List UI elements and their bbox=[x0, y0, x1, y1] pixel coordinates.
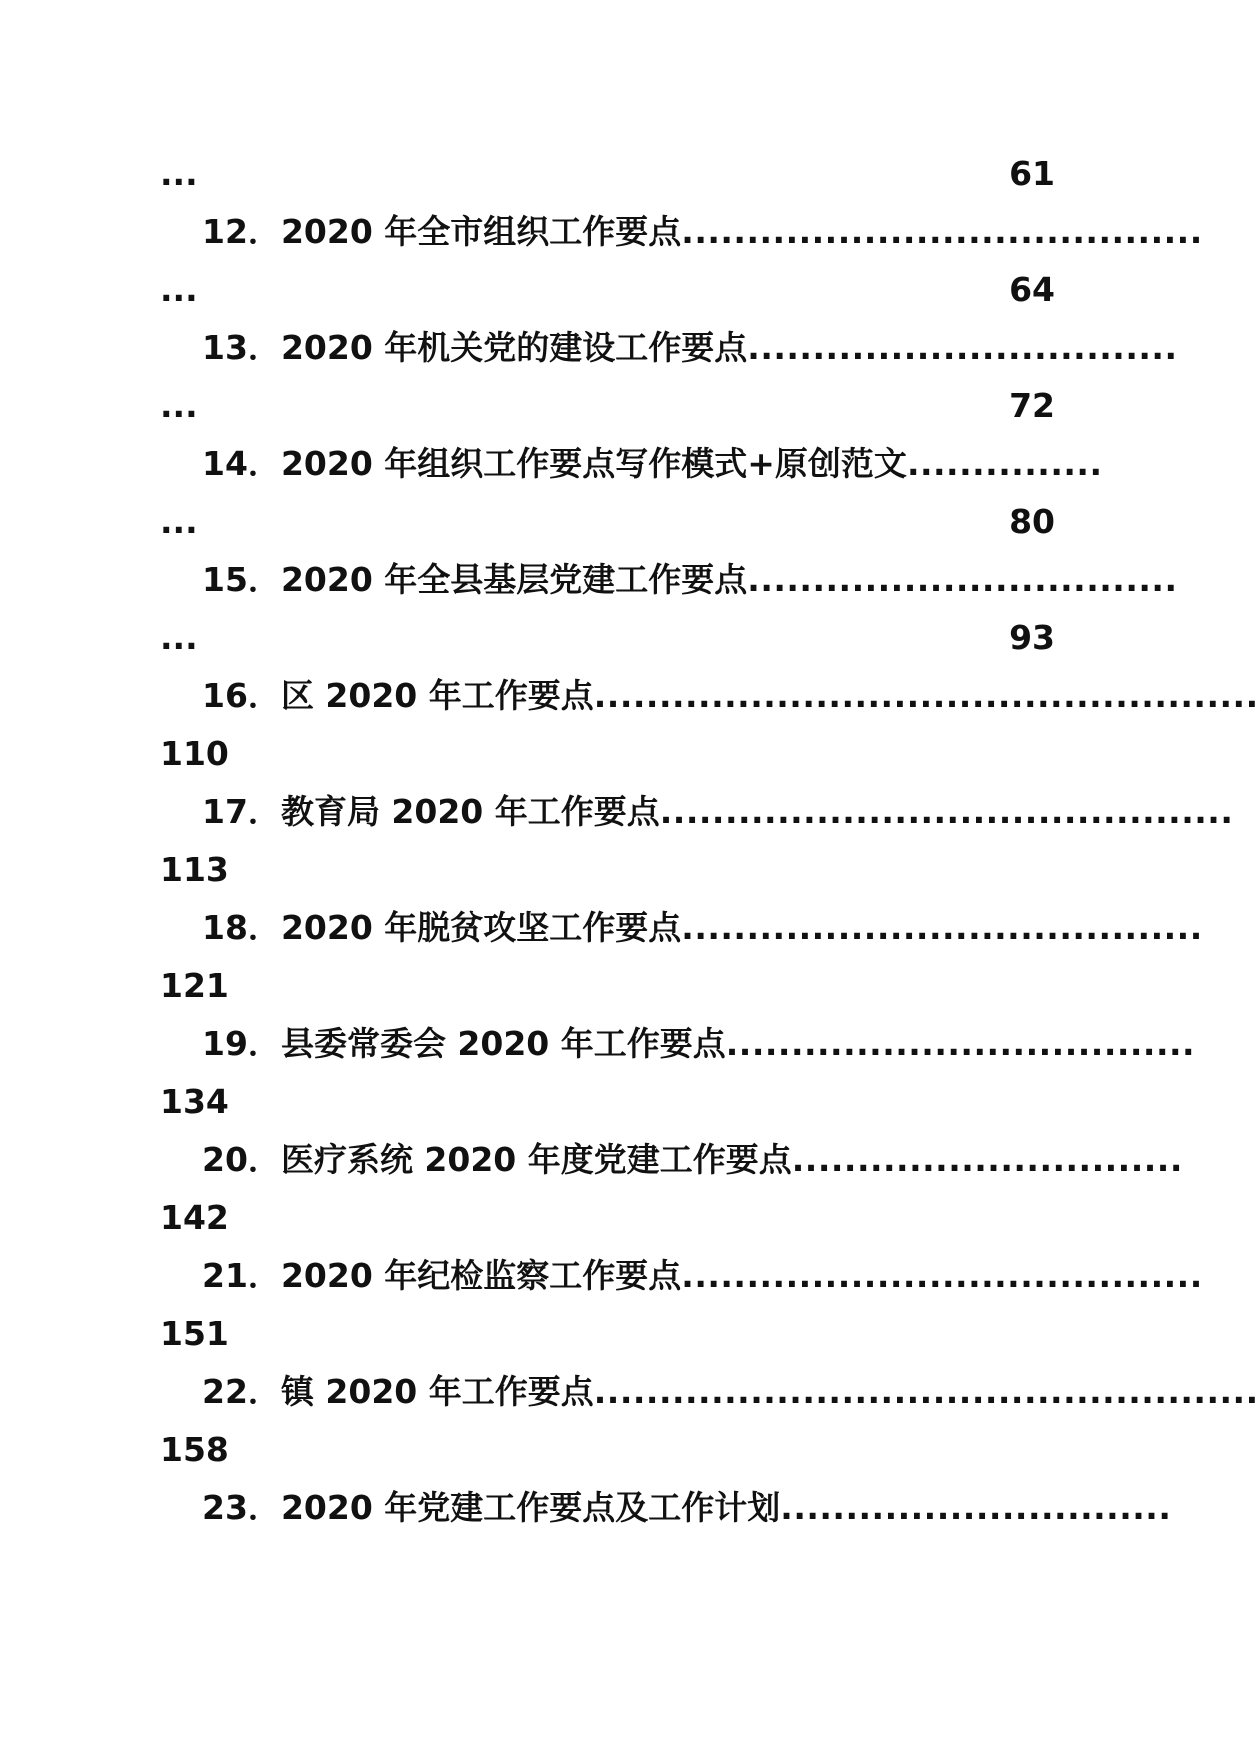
toc-entry-19-page-line bbox=[160, 1073, 1055, 1131]
toc-entry-21-page-line bbox=[160, 1305, 1055, 1363]
toc-entry-13[interactable] bbox=[160, 319, 1178, 377]
table-of-contents bbox=[160, 145, 1259, 1537]
toc-leader: ................................. bbox=[747, 328, 1178, 367]
toc-page-number: 121 bbox=[160, 966, 229, 1005]
toc-entry-title: 2020 年组织工作要点写作模式+原创范文 bbox=[280, 444, 907, 483]
toc-entry-18[interactable] bbox=[160, 899, 1203, 957]
toc-entry-21[interactable] bbox=[160, 1247, 1203, 1305]
toc-leader: .............................. bbox=[780, 1488, 1172, 1527]
toc-entry-18-page-line bbox=[160, 957, 1055, 1015]
toc-entry-13-page-line bbox=[160, 377, 1055, 435]
toc-entry-number: 22． bbox=[202, 1372, 281, 1411]
toc-leader: .................................... bbox=[725, 1024, 1196, 1063]
toc-leader: ................................................... bbox=[593, 1372, 1259, 1411]
toc-entry-16[interactable] bbox=[160, 667, 1259, 725]
toc-page-number: 113 bbox=[160, 850, 229, 889]
toc-leader: ........................................ bbox=[681, 908, 1203, 947]
toc-leader: ... bbox=[160, 618, 198, 657]
toc-entry-16-page-line bbox=[160, 725, 1055, 783]
toc-entry-number: 20． bbox=[202, 1140, 281, 1179]
toc-page-number: 64 bbox=[1009, 270, 1055, 309]
toc-entry-number: 23． bbox=[202, 1488, 281, 1527]
toc-entry-20[interactable] bbox=[160, 1131, 1183, 1189]
toc-leader: ........................................ bbox=[681, 212, 1203, 251]
toc-entry-title: 2020 年全市组织工作要点 bbox=[280, 212, 682, 251]
toc-entry-title: 区 2020 年工作要点 bbox=[280, 676, 594, 715]
toc-entry-15-page-line bbox=[160, 609, 1055, 667]
toc-page-number: 80 bbox=[1009, 502, 1055, 541]
toc-entry-number: 15． bbox=[202, 560, 281, 599]
toc-entry-title: 教育局 2020 年工作要点 bbox=[280, 792, 660, 831]
toc-entry-number: 16． bbox=[202, 676, 281, 715]
toc-entry-title: 县委常委会 2020 年工作要点 bbox=[280, 1024, 726, 1063]
toc-entry-number: 17． bbox=[202, 792, 281, 831]
toc-leader: ............... bbox=[906, 444, 1103, 483]
toc-entry-22-page-line bbox=[160, 1421, 1055, 1479]
toc-page-number: 158 bbox=[160, 1430, 229, 1469]
toc-entry-23[interactable] bbox=[160, 1479, 1172, 1537]
toc-entry-12[interactable] bbox=[160, 203, 1203, 261]
toc-entry-number: 18． bbox=[202, 908, 281, 947]
toc-leader: ... bbox=[160, 154, 198, 193]
toc-entry-19[interactable] bbox=[160, 1015, 1196, 1073]
toc-page-number: 72 bbox=[1009, 386, 1055, 425]
toc-entry-15[interactable] bbox=[160, 551, 1178, 609]
toc-entry-title: 镇 2020 年工作要点 bbox=[280, 1372, 594, 1411]
toc-continuation-line bbox=[160, 145, 1055, 203]
toc-entry-number: 14． bbox=[202, 444, 281, 483]
toc-leader: ................................................... bbox=[593, 676, 1259, 715]
toc-leader: ........................................ bbox=[681, 1256, 1203, 1295]
toc-entry-22[interactable] bbox=[160, 1363, 1259, 1421]
toc-entry-title: 医疗系统 2020 年度党建工作要点 bbox=[280, 1140, 792, 1179]
toc-entry-number: 12． bbox=[202, 212, 281, 251]
toc-entry-title: 2020 年纪检监察工作要点 bbox=[280, 1256, 682, 1295]
toc-entry-20-page-line bbox=[160, 1189, 1055, 1247]
toc-page-number: 110 bbox=[160, 734, 229, 773]
toc-entry-14[interactable] bbox=[160, 435, 1103, 493]
toc-page-number: 61 bbox=[1009, 154, 1055, 193]
toc-leader: ... bbox=[160, 386, 198, 425]
toc-page-number: 151 bbox=[160, 1314, 229, 1353]
toc-entry-title: 2020 年党建工作要点及工作计划 bbox=[280, 1488, 781, 1527]
toc-page-number: 142 bbox=[160, 1198, 229, 1237]
toc-entry-12-page-line bbox=[160, 261, 1055, 319]
toc-leader: ............................................ bbox=[659, 792, 1234, 831]
toc-page-number: 93 bbox=[1009, 618, 1055, 657]
toc-entry-17[interactable] bbox=[160, 783, 1234, 841]
toc-entry-title: 2020 年全县基层党建工作要点 bbox=[280, 560, 748, 599]
toc-page-number: 134 bbox=[160, 1082, 229, 1121]
toc-leader: ... bbox=[160, 502, 198, 541]
toc-entry-number: 19． bbox=[202, 1024, 281, 1063]
toc-entry-14-page-line bbox=[160, 493, 1055, 551]
toc-entry-17-page-line bbox=[160, 841, 1055, 899]
toc-entry-number: 21． bbox=[202, 1256, 281, 1295]
toc-entry-title: 2020 年脱贫攻坚工作要点 bbox=[280, 908, 682, 947]
toc-entry-number: 13． bbox=[202, 328, 281, 367]
toc-entry-title: 2020 年机关党的建设工作要点 bbox=[280, 328, 748, 367]
toc-leader: ... bbox=[160, 270, 198, 309]
toc-leader: .............................. bbox=[791, 1140, 1183, 1179]
toc-leader: ................................. bbox=[747, 560, 1178, 599]
